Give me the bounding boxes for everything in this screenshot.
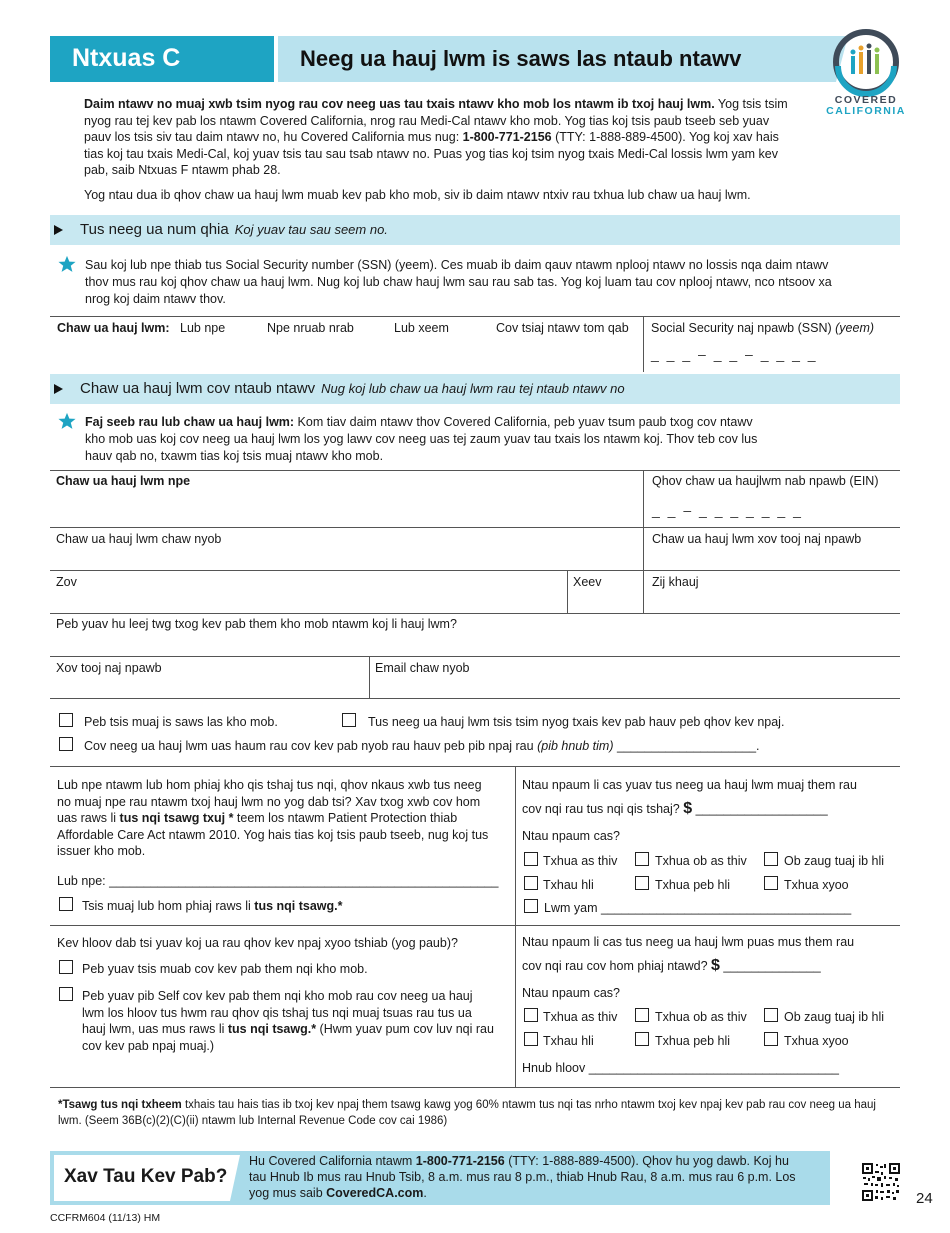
divider bbox=[515, 766, 516, 1087]
lowest-cost-plan-question bbox=[57, 777, 497, 860]
ssn-input[interactable]: _ _ _ – _ _ – _ _ _ _ bbox=[651, 346, 818, 362]
freq-biweekly-checkbox[interactable] bbox=[635, 852, 649, 866]
freq-weekly-checkbox[interactable] bbox=[524, 852, 538, 866]
no-min-value-checkbox[interactable] bbox=[59, 897, 73, 911]
plan-change-question: Kev hloov dab tsi yuav koj ua rau qhov kev npaj xyoo tshiab (yog paub)? bbox=[57, 936, 458, 950]
future-freq-quarterly-label: Txhua peb hli bbox=[655, 1034, 731, 1048]
no-min-value-text: Tsis muaj lub hom phiaj raws li bbox=[82, 899, 255, 913]
employee-last-name-field[interactable]: Lub xeem bbox=[394, 321, 449, 335]
section2-title: Chaw ua hauj lwm cov ntaub ntawv bbox=[80, 380, 316, 397]
divider bbox=[567, 570, 568, 613]
plan-name-blank: ________________________________________________________ bbox=[109, 874, 499, 888]
footnote bbox=[58, 1097, 898, 1129]
box-a-text-mid: teem los ntawm Patient Protection thiab Affordable Care Act ntawm 2010. Yog hais tias koj tsis paub tseeb, nug koj tus issuer kho mob. bbox=[57, 811, 489, 858]
triangle-icon bbox=[54, 225, 63, 235]
employer-address-field[interactable]: Chaw ua hauj lwm chaw nyob bbox=[56, 532, 222, 546]
intro-text-a: Yog tsis tsim nyog rau tej kev pab los ntawm Covered California, nrog rau Medi-Cal ntawv kho mob. Yog tias koj tsis paub tseeb seb yuav pauv los tsis siv tau daim ntawv no, hu Covered California mus nug: bbox=[84, 97, 788, 144]
intro-paragraph bbox=[84, 96, 796, 179]
help-phone: 1-800-771-2156 bbox=[415, 1154, 505, 1168]
future-freq-semimonthly-label: Ob zaug tuaj ib hli bbox=[784, 1010, 885, 1024]
future-freq-monthly-label: Txhau hli bbox=[543, 1034, 594, 1048]
section1-note: Sau koj lub npe thiab tus Social Security number (SSN) (yeem). Ces muab ib daim qauv ntawm nplooj ntawv no lossis nqa daim ntawv thov mus rau koj qhov chaw ua hauj lwm. Nug koj lub chaw hauj lwm sau rau sab tas. Yog koj luam tau cov nplooj ntawv, nco ntsoov xa nrog koj daim ntawv thov. bbox=[85, 258, 832, 306]
stop-coverage-label: Peb yuav tsis muab cov kev pab them nqi kho mob. bbox=[82, 962, 368, 976]
divider bbox=[50, 316, 900, 317]
freq-other-checkbox[interactable] bbox=[524, 899, 538, 913]
freq-other-blank: ____________________________________ bbox=[600, 901, 852, 915]
page-number: 24 bbox=[916, 1190, 933, 1207]
section2-subtitle: Nug koj lub chaw ua hauj lwm rau tej ntaub ntawv no bbox=[321, 381, 625, 396]
ein-input[interactable]: _ _ – _ _ _ _ _ _ _ bbox=[652, 502, 803, 518]
premium-amount-input[interactable]: ___________________ bbox=[695, 801, 828, 816]
start-min-value-label bbox=[82, 988, 494, 1054]
ssn-optional: (yeem) bbox=[835, 321, 875, 335]
future-freq-quarterly-checkbox[interactable] bbox=[635, 1032, 649, 1046]
premium-question-line-2: cov nqi rau tus nqi qis tshaj? bbox=[522, 801, 680, 816]
no-min-value-label bbox=[82, 898, 343, 915]
freq-biweekly-label: Txhua ob as thiv bbox=[655, 854, 747, 868]
future-premium-input[interactable]: ______________ bbox=[723, 958, 821, 973]
city-field[interactable]: Zov bbox=[56, 575, 77, 589]
eligible-start-label bbox=[84, 738, 760, 755]
divider bbox=[643, 316, 644, 372]
section2-note bbox=[85, 414, 765, 465]
dollar-sign: $ bbox=[711, 956, 720, 974]
no-insurance-checkbox[interactable] bbox=[59, 713, 73, 727]
freq-monthly-label: Txhau hli bbox=[543, 878, 594, 892]
freq-quarterly-label: Txhua peb hli bbox=[655, 878, 731, 892]
zip-field[interactable]: Zij khauj bbox=[652, 575, 699, 589]
future-premium-line-1: Ntau npaum li cas tus neeg ua hauj lwm puas mus them rau bbox=[522, 935, 855, 949]
divider bbox=[50, 613, 900, 614]
freq-weekly-label: Txhua as thiv bbox=[543, 854, 618, 868]
logo-line-1: COVERED bbox=[834, 94, 898, 106]
ssn-label bbox=[651, 321, 874, 335]
freq-semimonthly-label: Ob zaug tuaj ib hli bbox=[784, 854, 885, 868]
divider bbox=[50, 656, 900, 657]
box-a-bold: tus nqi tsawg txuj * bbox=[119, 811, 234, 825]
divider bbox=[50, 766, 900, 767]
future-freq-monthly-checkbox[interactable] bbox=[524, 1032, 538, 1046]
intro-text-b: (TTY: 1-888-889-4500). Yog koj xav hais tias koj tau txais Medi-Cal, koj yuav tsis tau sau tsab ntawv no. Puas yog tias koj tsim nyog txais Medi-Cal lossis lwm yam kev pab, saib Ntxuas F ntawm phab 28. bbox=[84, 130, 779, 177]
no-insurance-label: Peb tsis muaj is saws las kho mob. bbox=[84, 715, 278, 729]
employee-suffix-field[interactable]: Cov tsiaj ntawv tom qab bbox=[496, 321, 629, 335]
freq-quarterly-checkbox[interactable] bbox=[635, 876, 649, 890]
future-freq-yearly-checkbox[interactable] bbox=[764, 1032, 778, 1046]
start-min-value-post: (Hwm yuav pum cov luv nqi rau cov kev pab npaj muaj.) bbox=[82, 1022, 494, 1053]
divider bbox=[643, 470, 644, 613]
help-title-tip bbox=[230, 1155, 240, 1201]
help-pre: Hu Covered California ntawm bbox=[249, 1154, 416, 1168]
not-eligible-label: Tus neeg ua hauj lwm tsis tsim nyog txais kev pab hauv peb qhov kev npaj. bbox=[368, 715, 785, 729]
not-eligible-checkbox[interactable] bbox=[342, 713, 356, 727]
stop-coverage-checkbox[interactable] bbox=[59, 960, 73, 974]
future-premium-line-2: cov nqi rau cov hom phiaj ntawd? bbox=[522, 958, 708, 973]
help-site-link[interactable]: CoveredCA.com bbox=[326, 1186, 424, 1200]
star-icon bbox=[58, 255, 76, 273]
section2-note-bold: Faj seeb rau lub chaw ua hauj lwm: bbox=[85, 415, 295, 429]
no-min-value-bold: tus nqi tsawg.* bbox=[254, 899, 343, 913]
employee-label bbox=[57, 321, 170, 335]
divider bbox=[369, 656, 370, 698]
ssn-label-text: Social Security naj npawb (SSN) bbox=[651, 321, 832, 335]
employee-label-text: Chaw ua hauj lwm: bbox=[57, 321, 170, 335]
ein-label: Qhov chaw ua haujlwm nab npawb (EIN) bbox=[652, 474, 879, 488]
dollar-sign: $ bbox=[683, 799, 693, 817]
plan-name-label: Lub npe: bbox=[57, 874, 110, 888]
footnote-text: txhais tau hais tias ib txoj kev npaj them tsawg kawg yog 60% ntawm tus nqi tas nrho ntawm txoj kev npaj kev pab rau cov neeg ua hauj lwm. (Seem 36B(c)(2)(C)(ii) ntawm lub Internal Revenue Code cov cai 1986) bbox=[58, 1099, 876, 1127]
plan-name-field[interactable] bbox=[57, 873, 498, 890]
freq-other-label: Lwm yam bbox=[544, 901, 598, 915]
divider bbox=[50, 1087, 900, 1088]
divider bbox=[50, 925, 900, 926]
qr-code-icon bbox=[862, 1163, 900, 1201]
future-freq-yearly-label: Txhua xyoo bbox=[784, 1034, 849, 1048]
help-title: Xav Tau Kev Pab? bbox=[54, 1155, 230, 1201]
help-text bbox=[249, 1153, 809, 1201]
change-date-field[interactable] bbox=[522, 1060, 839, 1077]
box-a-text-pre: Lub npe ntawm lub hom phiaj kho qis tshaj tus nqi, qhov nkaus xwb tus neeg no muaj npe rau ntawm txoj hauj lwm no yog dab tsi? Xav txog xwb cov hom uas raws li bbox=[57, 778, 482, 825]
intro-line-2: Yog ntau dua ib qhov chaw ua hauj lwm muab kev pab kho mob, siv ib daim ntawv ntxiv rau txhua lub chaw ua hauj lwm. bbox=[84, 188, 751, 202]
help-end: . bbox=[423, 1186, 427, 1200]
footnote-bold: *Tsawg tus nqi txheem bbox=[58, 1099, 182, 1111]
divider bbox=[50, 698, 900, 699]
section-employer-bar bbox=[50, 374, 900, 404]
section1-subtitle: Koj yuav tau sau seem no. bbox=[234, 222, 388, 237]
start-min-value-text: Peb yuav pib Self cov kev pab them nqi kho mob rau cov neeg ua hauj lwm los hloov tus hwm rau qhov qis tshaj tus nqi muaj tsuas rau tus ua hauj lwm, uas mus raws li bbox=[82, 989, 473, 1036]
future-freq-biweekly-checkbox[interactable] bbox=[635, 1008, 649, 1022]
section2-note-text: Kom tiav daim ntawv thov Covered California, peb yuav tsum paub txog cov ntawv kho mob uas koj cov neeg ua hauj lwm los yog lawv cov neeg uas tej zaum yuav tau txais los ntawm koj. Thov teb cov lus hauv qab no, txawm tias koj tsis muaj ntawv kho mob. bbox=[85, 415, 758, 463]
change-date-blank: ____________________________________ bbox=[588, 1061, 840, 1075]
logo-line-2: CALIFORNIA bbox=[826, 105, 906, 117]
freq-semimonthly-checkbox[interactable] bbox=[764, 852, 778, 866]
contact-question-field[interactable]: Peb yuav hu leej twg txog kev pab them kho mob ntawm koj li hauj lwm? bbox=[56, 617, 457, 631]
premium-question bbox=[522, 777, 892, 817]
freq-yearly-checkbox[interactable] bbox=[764, 876, 778, 890]
premium-question-line-1: Ntau npaum li cas yuav tus neeg ua hauj lwm muaj them rau bbox=[522, 778, 857, 792]
employer-name-label: Chaw ua hauj lwm npe bbox=[56, 474, 191, 488]
eligible-start-date-input[interactable]: ____________________. bbox=[617, 739, 760, 753]
employer-phone-field[interactable]: Chaw ua hauj lwm xov tooj naj npawb bbox=[652, 532, 862, 546]
form-id: CCFRM604 (11/13) HM bbox=[50, 1212, 161, 1224]
employee-middle-name-field[interactable]: Npe nruab nrab bbox=[267, 321, 354, 335]
intro-bold: Daim ntawv no muaj xwb tsim nyog rau cov neeg uas tau txais ntawv kho mob los ntawm ib txoj hauj lwm. bbox=[84, 97, 715, 111]
triangle-icon bbox=[54, 384, 63, 394]
section-label: Ntxuas C bbox=[50, 36, 274, 82]
employee-first-name-field[interactable]: Lub npe bbox=[180, 321, 226, 335]
frequency-label: Ntau npaum cas? bbox=[522, 829, 620, 843]
employer-name-field[interactable] bbox=[56, 474, 190, 488]
help-mid: (TTY: 1-888-889-4500). Qhov hu yog dawb. Koj hu tau Hnub Ib mus rau Hnub Tsib, 8 a.m. mus rau 8 p.m., thiab Hnub Rau, 8 a.m. mus rau 6 p.m. Los yog mus saib bbox=[249, 1154, 796, 1200]
section1-title: Tus neeg ua num qhia bbox=[80, 221, 229, 238]
future-frequency-label: Ntau npaum cas? bbox=[522, 986, 620, 1000]
future-freq-weekly-checkbox[interactable] bbox=[524, 1008, 538, 1022]
start-min-value-checkbox[interactable] bbox=[59, 987, 73, 1001]
divider bbox=[50, 570, 900, 571]
eligible-start-italic: (pib hnub tim) bbox=[537, 739, 614, 753]
intro-phone: 1-800-771-2156 bbox=[462, 130, 552, 144]
freq-other-field[interactable] bbox=[544, 900, 851, 917]
freq-monthly-checkbox[interactable] bbox=[524, 876, 538, 890]
future-freq-semimonthly-checkbox[interactable] bbox=[764, 1008, 778, 1022]
contact-phone-field[interactable]: Xov tooj naj npawb bbox=[56, 661, 162, 675]
section-employee-bar bbox=[50, 215, 900, 245]
divider bbox=[50, 527, 900, 528]
page-title: Neeg ua hauj lwm is saws las ntaub ntawv bbox=[278, 36, 836, 82]
future-freq-biweekly-label: Txhua ob as thiv bbox=[655, 1010, 747, 1024]
future-freq-weekly-label: Txhua as thiv bbox=[543, 1010, 618, 1024]
logo-wordmark bbox=[820, 95, 912, 117]
divider bbox=[50, 470, 900, 471]
future-premium-question bbox=[522, 934, 892, 974]
eligible-start-text: Cov neeg ua hauj lwm uas haum rau cov kev pab nyob rau hauv peb pib npaj rau bbox=[84, 739, 534, 753]
state-field[interactable]: Xeev bbox=[573, 575, 602, 589]
change-date-label: Hnub hloov bbox=[522, 1061, 586, 1075]
star-icon bbox=[58, 412, 76, 430]
freq-yearly-label: Txhua xyoo bbox=[784, 878, 849, 892]
eligible-start-checkbox[interactable] bbox=[59, 737, 73, 751]
start-min-value-bold: tus nqi tsawg.* bbox=[227, 1022, 317, 1036]
contact-email-field[interactable]: Email chaw nyob bbox=[375, 661, 470, 675]
